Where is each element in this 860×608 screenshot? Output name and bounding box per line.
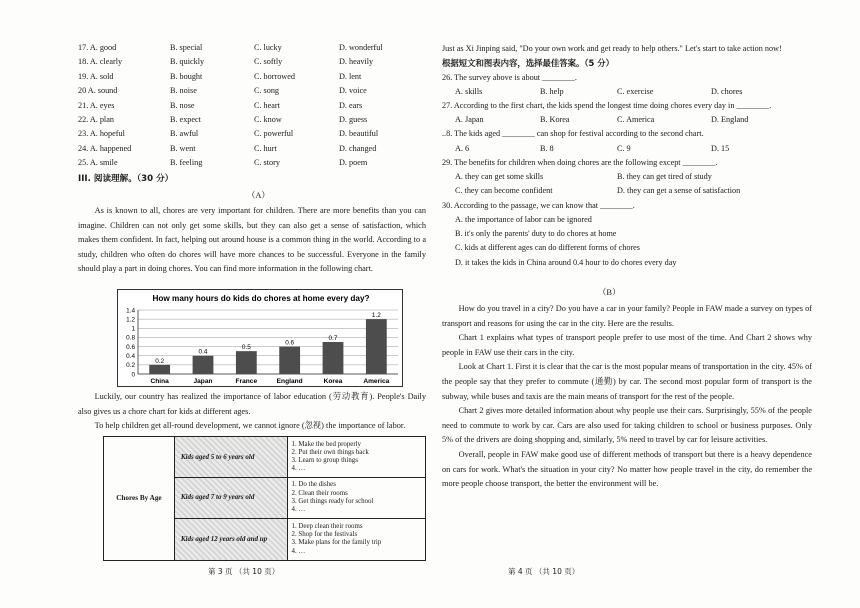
chart-ytick-label: 0.8 — [126, 334, 135, 342]
question-28: ..8. The kids aged ________ can shop for festival according to the second chart. — [442, 129, 704, 138]
cloze-option: 22. A. plan — [78, 115, 114, 124]
question-29-options-row2 — [455, 186, 825, 200]
cloze-option: D. ears — [339, 100, 363, 110]
cloze-option: C. song — [254, 86, 280, 96]
option: C. 9 — [617, 144, 631, 153]
chart-title: How many hours do kids do chores at home every day? — [152, 294, 370, 303]
question-30-option-a: A. the importance of labor can be ignored — [455, 215, 592, 224]
cloze-option: 19. A. sold — [78, 71, 114, 81]
option: B. 8 — [540, 144, 554, 153]
chore-item: 1. Do the dishes — [291, 481, 336, 489]
question-30-option-b: B. it's only the parents' duty to do chores at home — [455, 229, 617, 238]
chart-category-label: France — [235, 378, 258, 385]
cloze-row — [78, 144, 423, 158]
cloze-option: D. heavily — [339, 57, 374, 67]
cloze-row — [78, 158, 423, 172]
cloze-option: 23. A. hopeful — [78, 129, 125, 139]
cloze-row — [78, 43, 423, 57]
chores-list-3 — [287, 518, 425, 560]
chart-ytick-label: 0 — [131, 371, 135, 379]
cloze-option: C. powerful — [254, 129, 294, 139]
chore-item: 3. Make plans for the family trip — [291, 539, 382, 547]
chart-data-label: 0.4 — [198, 348, 208, 356]
cloze-row — [78, 101, 423, 115]
question-30-option-c: C. kids at different ages can do different forms of chores — [455, 243, 640, 252]
question-26: 26. The survey above is about ________. — [442, 73, 577, 82]
cloze-option: D. wonderful — [339, 43, 383, 52]
age-group-1: Kids aged 5 to 6 years old — [174, 437, 287, 478]
chore-item: 4. … — [291, 465, 306, 473]
question-27-options — [455, 115, 825, 129]
chart-data-label: 0.6 — [285, 339, 295, 347]
cloze-option: C. story — [254, 158, 280, 168]
option: B. help — [540, 87, 564, 96]
cloze-option: C. know — [254, 115, 282, 124]
question-30: 30. According to the passage, we can know that ________. — [442, 201, 635, 210]
chore-item: 4. … — [291, 506, 306, 514]
passage-b-paragraph-5: Overall, people in FAW make good use of different methods of transport but there is a heavy dependence on cars for work. What's the situation in your city? No matter how people travel in the city, do remember the more people choose transport, the better the environment will be. — [442, 449, 812, 489]
chores-list-1 — [287, 437, 425, 478]
chart-category-label: China — [150, 378, 169, 385]
chart-category-label: Korea — [323, 378, 343, 385]
chart-category-label: America — [363, 378, 390, 385]
chore-chart-table — [103, 436, 426, 561]
option: A. skills — [455, 87, 483, 96]
cloze-option: B. special — [170, 43, 203, 52]
passage-a-paragraph-2: Luckily, our country has realized the importance of labor education (劳动教育). People's Daily also gives us a chore chart for kids at different ages. — [78, 392, 426, 416]
chart-bar — [236, 351, 257, 374]
intro-line: Just as Xi Jinping said, "Do your own work and get ready to help others." Let's start to take action now! — [442, 44, 782, 53]
chart-svg — [118, 290, 404, 388]
option: B. Korea — [540, 115, 570, 124]
chore-item: 3. Get things ready for school — [291, 497, 374, 505]
chart-ytick-label: 0.4 — [126, 353, 135, 361]
question-28-options — [455, 144, 825, 158]
chart-bar — [323, 342, 344, 374]
cloze-option: 21. A. eyes — [78, 100, 115, 110]
option: B. they can get tired of study — [617, 172, 712, 181]
passage-b-paragraph-2: Chart 1 explains what types of transport people prefer to use most of the time. And Chart 2 shows why people in FAW use their cars in the city. — [442, 333, 812, 357]
cloze-row — [78, 86, 423, 100]
chore-item: 4. … — [291, 547, 306, 555]
chores-bar-chart — [117, 289, 403, 387]
option: A. Japan — [455, 115, 484, 124]
cloze-option: B. noise — [170, 86, 197, 96]
cloze-option: D. poem — [339, 158, 368, 168]
chore-item: 1. Make the bed properly — [291, 440, 361, 448]
cloze-row — [78, 115, 423, 129]
chart-data-label: 0.5 — [241, 344, 251, 352]
option: D. England — [711, 115, 749, 124]
cloze-option: C. borrowed — [254, 71, 295, 81]
cloze-option: C. heart — [254, 100, 280, 110]
chore-item: 2. Put their own things back — [291, 448, 369, 456]
cloze-option: 24. A. happened — [78, 143, 132, 153]
chart-ytick-label: 0.6 — [126, 343, 135, 351]
chart-data-label: 1.2 — [371, 312, 381, 320]
passage-b — [442, 302, 812, 492]
passage-a-paragraph-1: As is known to all, chores are very important for children. There are more benefits than you can imagine. Children can not only get some skills, but they can also get a sense of satisfaction, which makes them confident. In fact, helping out around house is a common thing in the world. According to a study, children who often do chores will have more chances to be successful. Everyone in the family should play a part in doing chores. You can find more information in the following chart. — [78, 206, 426, 274]
question-29: 29. The benefits for children when doing chores are the following except ________. — [442, 158, 718, 167]
chart-bar — [279, 347, 300, 374]
cloze-option: C. hurt — [254, 143, 277, 153]
chart-ytick-label: 1 — [131, 325, 135, 333]
chart-ytick-label: 1.2 — [126, 316, 135, 324]
page-footer-left: 第 3 页 （共 10 页） — [208, 567, 280, 576]
question-30-option-d: D. it takes the kids in China around 0.4 hour to do chores every day — [455, 258, 677, 267]
cloze-option: 17. A. good — [78, 43, 117, 52]
cloze-option: B. feeling — [170, 158, 203, 168]
page-footer-right: 第 4 页 （共 10 页） — [508, 567, 580, 576]
cloze-option: 20 A. sound — [78, 86, 118, 96]
cloze-option: D. voice — [339, 86, 367, 96]
cloze-option: B. expect — [170, 115, 201, 124]
chart-bar — [149, 365, 170, 374]
age-group-3: Kids aged 12 years old and up — [174, 518, 287, 560]
chores-list-2 — [287, 477, 425, 518]
chart-bar — [366, 319, 387, 374]
option: C. they can become confident — [455, 186, 553, 195]
chart-category-label: England — [276, 378, 303, 385]
cloze-row — [78, 57, 423, 71]
option: D. they can get a sense of satisfaction — [617, 186, 741, 195]
cloze-option: B. nose — [170, 100, 195, 110]
chart-category-label: Japan — [193, 378, 213, 385]
cloze-option: D. guess — [339, 115, 368, 124]
section-heading: III. 阅读理解。（30 分） — [78, 174, 174, 184]
chore-item: 2. Shop for the festivals — [291, 531, 358, 539]
instruction: 根据短文和图表内容，选择最佳答案。（5 分） — [442, 58, 615, 68]
cloze-row — [78, 72, 423, 86]
passage-b-label: （B） — [598, 288, 621, 297]
question-27: 27. According to the first chart, the kids spend the longest time doing chores every day in ________. — [442, 101, 772, 110]
passage-b-paragraph-1: How do you travel in a city? Do you have a car in your family? People in FAW made a survey on types of transport and reasons for using the car in the city. Here are the results. — [442, 304, 812, 328]
cloze-option: 25. A. smile — [78, 158, 118, 168]
cloze-option: D. beautiful — [339, 129, 379, 139]
cloze-option: B. bought — [170, 71, 203, 81]
cloze-option: D. changed — [339, 143, 377, 153]
passage-b-paragraph-3: Look at Chart 1. First it is clear that the car is the most popular means of transportation in the city. 45% of the people say that they prefer to commute (通勤) by car. The second most popular form of transport is the subway, while buses and taxis are the main means of transport for the rest of the people. — [442, 362, 812, 401]
chores-by-age-label: Chores By Age — [104, 437, 175, 561]
chart-ytick-label: 1.4 — [126, 307, 135, 315]
option: A. 6 — [455, 144, 470, 153]
chore-item: 2. Clean their rooms — [291, 489, 348, 497]
cloze-row — [78, 129, 423, 143]
passage-b-paragraph-4: Chart 2 gives more detailed information about why people use their cars. Surprisingly, 55% of the people need to commute to work by car. Cars are also used for taking children to school or business purposes. Only 5% of the drivers are doing shopping and, similarly, 5% need to travel by car for leisure activities. — [442, 406, 812, 445]
question-26-options — [455, 87, 825, 101]
cloze-option: B. awful — [170, 129, 199, 139]
option: C. America — [617, 115, 655, 124]
option: C. exercise — [617, 87, 654, 96]
passage-a-label: （A） — [247, 191, 270, 200]
chore-item: 3. Learn to group things — [291, 456, 358, 464]
passage-a-paragraph-3: To help children get all-round development, we cannot ignore (忽视) the importance of labor. — [94, 421, 406, 430]
cloze-option: C. lucky — [254, 43, 282, 52]
chore-item: 1. Deep clean their rooms — [291, 523, 363, 530]
option: A. they can get some skills — [455, 172, 544, 181]
cloze-option: B. went — [170, 143, 196, 153]
cloze-option: D. lent — [339, 71, 362, 81]
option: D. chores — [711, 87, 743, 96]
chart-data-label: 0.7 — [328, 335, 338, 342]
cloze-option: B. quickly — [170, 57, 205, 67]
question-29-options-row1 — [455, 172, 825, 186]
cloze-option: C. softly — [254, 57, 283, 67]
option: D. 15 — [711, 144, 730, 153]
age-group-2: Kids aged 7 to 9 years old — [174, 477, 287, 518]
chart-data-label: 0.2 — [155, 357, 165, 365]
chart-bar — [193, 356, 214, 374]
chart-ytick-label: 0.2 — [126, 362, 135, 370]
cloze-option: 18. A. clearly — [78, 57, 123, 67]
